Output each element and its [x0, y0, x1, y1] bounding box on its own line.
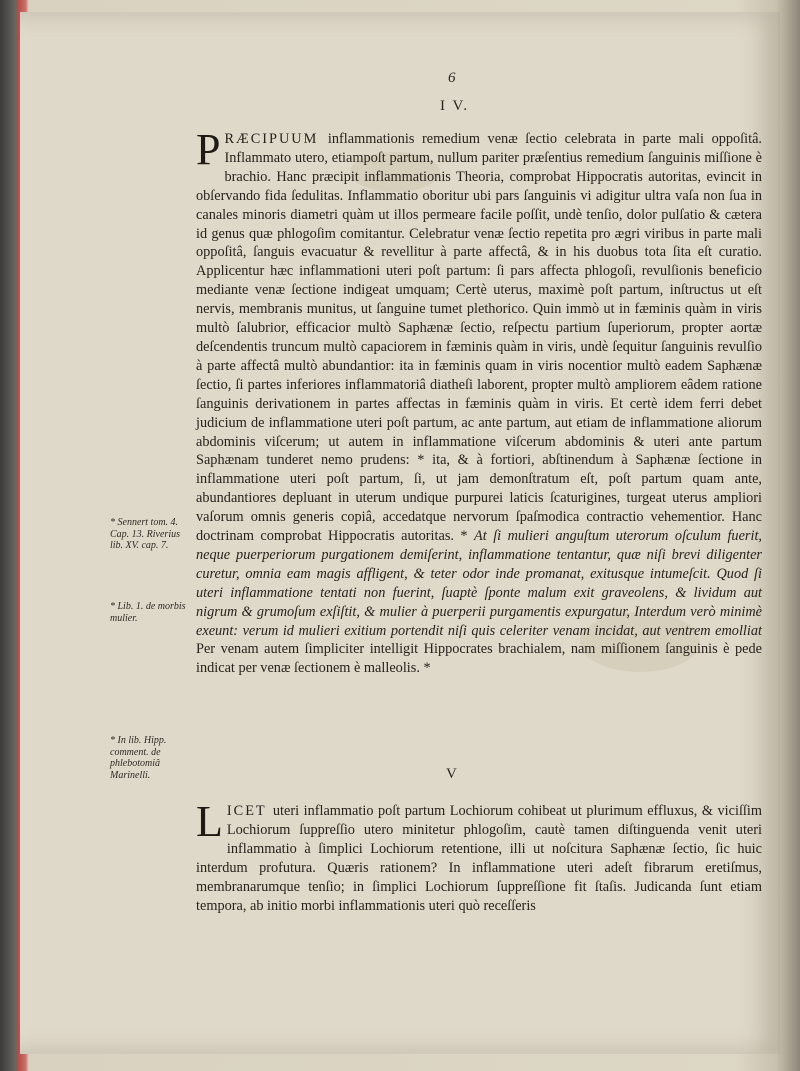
paragraph-one	[196, 125, 762, 678]
section-heading-v: V	[446, 766, 459, 782]
paragraph-two-text: uteri inflammatio poſt partum Lochiorum cohibeat ut plurimum effluxus, & viciſſim Lochiorum ſuppreſſio utero minitetur phlogoſim, cautè tamen diſtinguenda venit uteri inflammatio à ſimplici Lochiorum retentione, illi ut noſcitura Saphænæ ſectio, ſic huic interdum profutura. Quæris rationem? In inflammatione uteri adeſt fibrarum eretiſmus, membranarumque tenſio; in ſimplici Lochiorum ſuppreſſione fit ſtaſis. Judicanda ſunt etiam tempora, ab initio morbi inflammationis uteri quò receſſeris	[196, 803, 762, 914]
margin-note-phlebotomia: * In lib. Hipp. comment. de phlebotomiâ Marinelli.	[110, 735, 167, 781]
dropcap-l: L	[196, 797, 223, 846]
margin-note-morbis-mulier: * Lib. 1. de morbis mulier.	[110, 601, 186, 624]
section-heading-iv: I V.	[440, 98, 470, 114]
dropcap-p: P	[196, 125, 221, 174]
paragraph-two	[196, 797, 762, 915]
paragraph-one-text: inflammationis remedium venæ ſectio celebrata in parte mali oppoſitâ. Inflammato utero, etiampoſt partum, nullum pariter præſentius remedium ſanguinis miſſione è brachio. Hanc præcipit inflammationis Theoria, comprobat Hippocratis autoritas, evincit in obſervando fida ſedulitas. Inflammatio oboritur ubi pars ſanguinis vi adigitur ultra vaſa non ſua in canales minoris diametri quàm ut illos permeare facile poſſit, undè tenſio, dolor pulſatio & cætera id genus quæ phlogoſim comitantur. Celebratur venæ ſectio repetita pro ægri viribus in parte mali oppoſitâ, ſanguis evacuatur & revellitur à parte affectâ, & in his duobus tota ſita eſt curatio. Applicentur hæc inflammationi uteri poſt partum: ſi pars affecta phlogoſi, revulſionis beneficio mediante venæ ſectione indigeat umquam; Certè uterus, maximè poſt partum, inſtructus ut eſt nervis, membranis munitus, ut ſanguine tumet plethorico. Quin immò ut in fæminis quàm in viris multò ſalubrior, efficacior multò Saphænæ ſectio, reſpectu partium ſuperiorum, propter aortæ deſcendentis truncum multò capaciorem in fæminis quàm in viris, undè ſequitur ſanguinis revulſio à parte affectâ multò abundantior: ita in fæminis quam in viris nocentior multò eadem Saphænæ ſectio, ſi partes inferiores inflammatoriâ diatheſi laborent, propter multò ampliorem eâdem ratione ſanguinis derivationem in partes affectas in fæminis quàm in viris. Et certè idem ferri debet judicium de inflammatione uteri poſt partum, ac ante partum, aut etiam de inflammatione aliorum abdominis viſcerum; ut autem in inflammatione viſcerum abdominis & uteri ante partum Saphænam tunderet nemo prudens: * ita, & à fortiori, abſtinendum à Saphænæ ſectione in inflammatione uteri poſt partum, ſi, ut jam demonſtratum eſt, poſt partum quam ante, abundantiores depluant in uterum undique purpurei laticis ſcaturigines, turgeat uterus ampliori vaſorum omnis generis copiâ, accedatque nervorum ſpaſmodica contractio vehementior. Hanc doctrinam comprobat Hippocratis autoritas. *	[196, 131, 762, 545]
hippocrates-quote: At ſi mulieri anguſtum uterorum oſculum fuerit, neque puerperiorum purgationem demiſerint, inflammatione tentantur, quæ niſi brevi diligenter curetur, omnia eam magis affligent, & teter odor inde promanat, exitusque intumeſcit. Quod ſi uteri inflammatione tentati non fuerint, ſuaptè ſponte malum exit graveolens, & lividum aut nigrum & grumoſum exſiſtit, & mulier à puerperii purgamentis expurgatur, Interdum verò minimè exeunt: verum id mulieri exitium portendit niſi quis celeriter venam incidat, aut ventrem emolliat	[196, 528, 762, 639]
margin-note-sennert: * Sennert tom. 4. Cap. 13. Riverius lib. XV. cap. 7.	[110, 517, 180, 551]
lead-word: ICET	[226, 803, 273, 819]
lead-word: RÆCIPUUM	[224, 131, 328, 147]
paragraph-one-closing: Per venam autem ſimpliciter intelligit Hippocrates brachialem, nam miſſionem ſanguinis è pede indicat per venæ ſectionem è malleolis. *	[196, 641, 762, 677]
page-number: 6	[448, 70, 456, 86]
